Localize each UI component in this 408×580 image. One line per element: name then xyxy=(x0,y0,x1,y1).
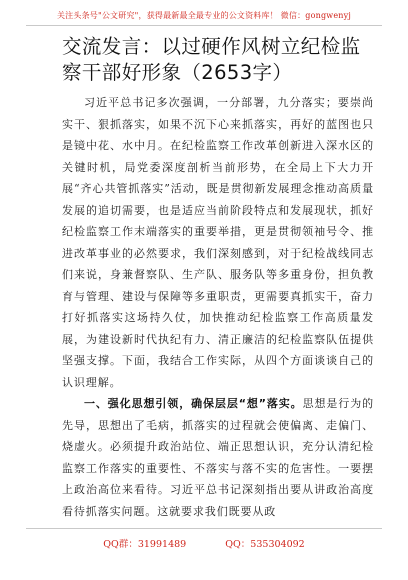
header-banner: 关注头条号"公文研究"，获得最新最全最专业的公文资料库！ 微信：gongwenyj xyxy=(56,11,352,20)
header-divider xyxy=(26,25,382,26)
section-heading: 一、强化思想引领，确保层层“想”落实。 xyxy=(84,397,303,410)
footer xyxy=(0,536,408,550)
footer-qq-group: QQ群：31991489 xyxy=(103,539,187,550)
paragraph: 习近平总书记多次强调，一分部署，九分落实；要崇尚实干、狠抓落实，如果不沉下心来抓落实，再好的蓝图也只是镜中花、水中月。在纪检监察工作改革创新进入深水区的关键时机，局党委深度剖析当前形势，在全局上下大力开展“齐心共管抓落实”活动，既是贯彻新发展理念推动高质量发展的追切需要，也是适应当前阶段特点和发展现状，抓好纪检监察工作末端落实的重要举措，更是贯彻领袖号令、推进改革事业的必然要求，我们深刻感到，对于纪检战线同志们来说，身兼督察队、生产队、服务队等多重身份，担负教育与管理、建设与保障等多重职责，更需要真抓实干，奋力打好抓落实这场持久仗，加快推动纪检监察工作高质量发展，为建设新时代执纪有力、清正廉洁的纪检监察队伍提供坚强支撑。下面，我结合工作实际，从四个方面谈谈自己的认识理解。 xyxy=(62,96,374,389)
paragraph-text: 思想是行为的先导，思想出了毛病，抓落实的过程就会使偏离、走偏门、烧虚火。必须提升政治站位、端正思想认识，充分认清纪检监察工作落实的重要性、不落实与落不实的危害性。一要摆上政治高位来看待。习近平总书记深刻指出要从讲政治高度看待抓落实问题。这就要求我们既要从政 xyxy=(62,397,374,518)
document-body xyxy=(62,92,374,522)
paragraph xyxy=(62,393,374,522)
footer-qq: QQ：535304092 xyxy=(225,539,305,550)
footer-divider xyxy=(26,528,382,529)
document-title: 交流发言：以过硬作风树立纪检监察干部好形象（2653字） xyxy=(62,35,361,84)
